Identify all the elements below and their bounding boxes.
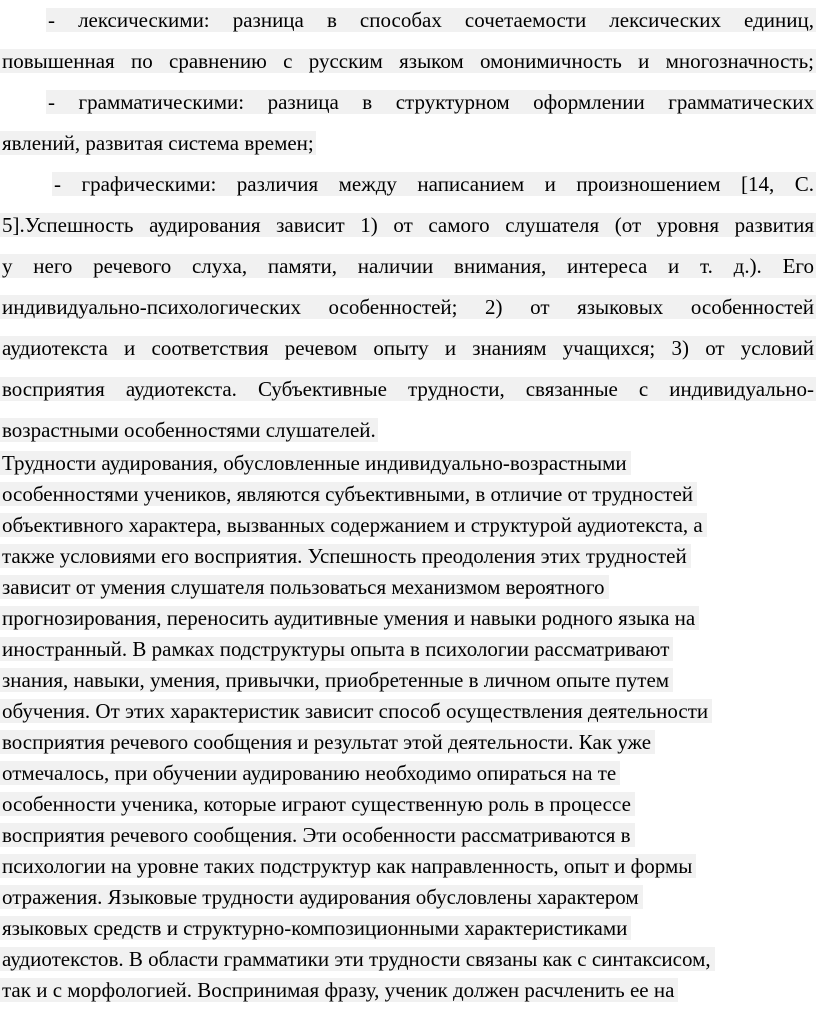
text-line	[0, 758, 816, 789]
text-line-content: иностранный. В рамках подструктуры опыта в психологии рассматривают	[0, 637, 673, 661]
text-line-content: обучения. От этих характеристик зависит способ осуществления деятельности	[0, 699, 712, 723]
text-line	[0, 448, 816, 479]
text-line-content: отмечалось, при обучении аудированию необходимо опираться на те	[0, 761, 620, 785]
text-line	[0, 0, 816, 41]
text-line-content: - лексическими: разница в способах сочетаемости лексических единиц,	[48, 8, 814, 32]
text-line	[0, 913, 816, 944]
text-line	[0, 820, 816, 851]
text-line-content: Трудности аудирования, обусловленные индивидуально-возрастными	[0, 451, 631, 475]
text-line-content: восприятия аудиотекста. Субъективные трудности, связанные с индивидуально-	[2, 377, 814, 401]
text-line-content: отражения. Языковые трудности аудирования обусловлены характером	[0, 885, 643, 909]
text-line-content: возрастными особенностями слушателей.	[2, 418, 376, 442]
text-line-content: особенностями учеников, являются субъективными, в отличие от трудностей	[0, 482, 697, 506]
text-line-content: прогнозирования, переносить аудитивные умения и навыки родного языка на	[0, 606, 699, 630]
text-line	[0, 634, 816, 665]
text-line-content: 5].Успешность аудирования зависит 1) от самого слушателя (от уровня развития	[2, 213, 814, 237]
text-line-content: индивидуально-психологических особенностей; 2) от языковых особенностей	[2, 295, 814, 319]
text-line	[0, 944, 816, 975]
paragraph-difficulties-list	[0, 0, 816, 451]
text-line	[0, 287, 816, 328]
text-line	[0, 164, 816, 205]
text-line	[0, 205, 816, 246]
text-line	[0, 541, 816, 572]
text-line	[0, 851, 816, 882]
text-line	[0, 696, 816, 727]
text-line-content: знания, навыки, умения, привычки, приобретенные в личном опыте путем	[0, 668, 673, 692]
text-line-content: психологии на уровне таких подструктур как направленность, опыт и формы	[0, 854, 696, 878]
paragraph-listening-difficulties	[0, 448, 816, 1006]
text-line	[0, 882, 816, 913]
text-line	[0, 328, 816, 369]
text-line-content: языковых средств и структурно-композиционными характеристиками	[0, 916, 631, 940]
text-line	[0, 665, 816, 696]
text-line	[0, 82, 816, 123]
text-line-content: явлений, развитая система времен;	[2, 131, 314, 155]
text-line-content: объективного характера, вызванных содержанием и структурой аудиотекста, а	[0, 513, 707, 537]
text-line-content: восприятия речевого сообщения и результат этой деятельности. Как уже	[0, 730, 655, 754]
text-line	[0, 369, 816, 410]
text-line-content: также условиями его восприятия. Успешность преодоления этих трудностей	[0, 544, 691, 568]
text-line-content: особенности ученика, которые играют существенную роль в процессе	[0, 792, 635, 816]
text-line	[0, 789, 816, 820]
text-line-content: зависит от умения слушателя пользоваться механизмом вероятного	[0, 575, 609, 599]
text-line	[0, 246, 816, 287]
text-line-content: аудиотекста и соответствия речевом опыту и знаниям учащихся; 3) от условий	[2, 336, 814, 360]
text-line-content: у него речевого слуха, памяти, наличии внимания, интереса и т. д.). Его	[2, 254, 814, 278]
text-line	[0, 572, 816, 603]
text-line	[0, 479, 816, 510]
text-line	[0, 975, 816, 1006]
text-line-content: - графическими: различия между написанием и произношением [14, С.	[54, 172, 814, 196]
text-line	[0, 123, 816, 164]
text-line	[0, 410, 816, 451]
text-line-content: повышенная по сравнению с русским языком омонимичность и многозначность;	[2, 49, 814, 73]
text-line-content: аудиотекстов. В области грамматики эти трудности связаны как с синтаксисом,	[0, 947, 715, 971]
text-line	[0, 603, 816, 634]
text-line-content: так и с морфологией. Воспринимая фразу, ученик должен расчленить ее на	[0, 978, 678, 1002]
text-line	[0, 510, 816, 541]
text-line	[0, 41, 816, 82]
text-line-content: восприятия речевого сообщения. Эти особенности рассматриваются в	[0, 823, 635, 847]
text-line	[0, 727, 816, 758]
text-line-content: - грамматическими: разница в структурном оформлении грамматических	[48, 90, 814, 114]
